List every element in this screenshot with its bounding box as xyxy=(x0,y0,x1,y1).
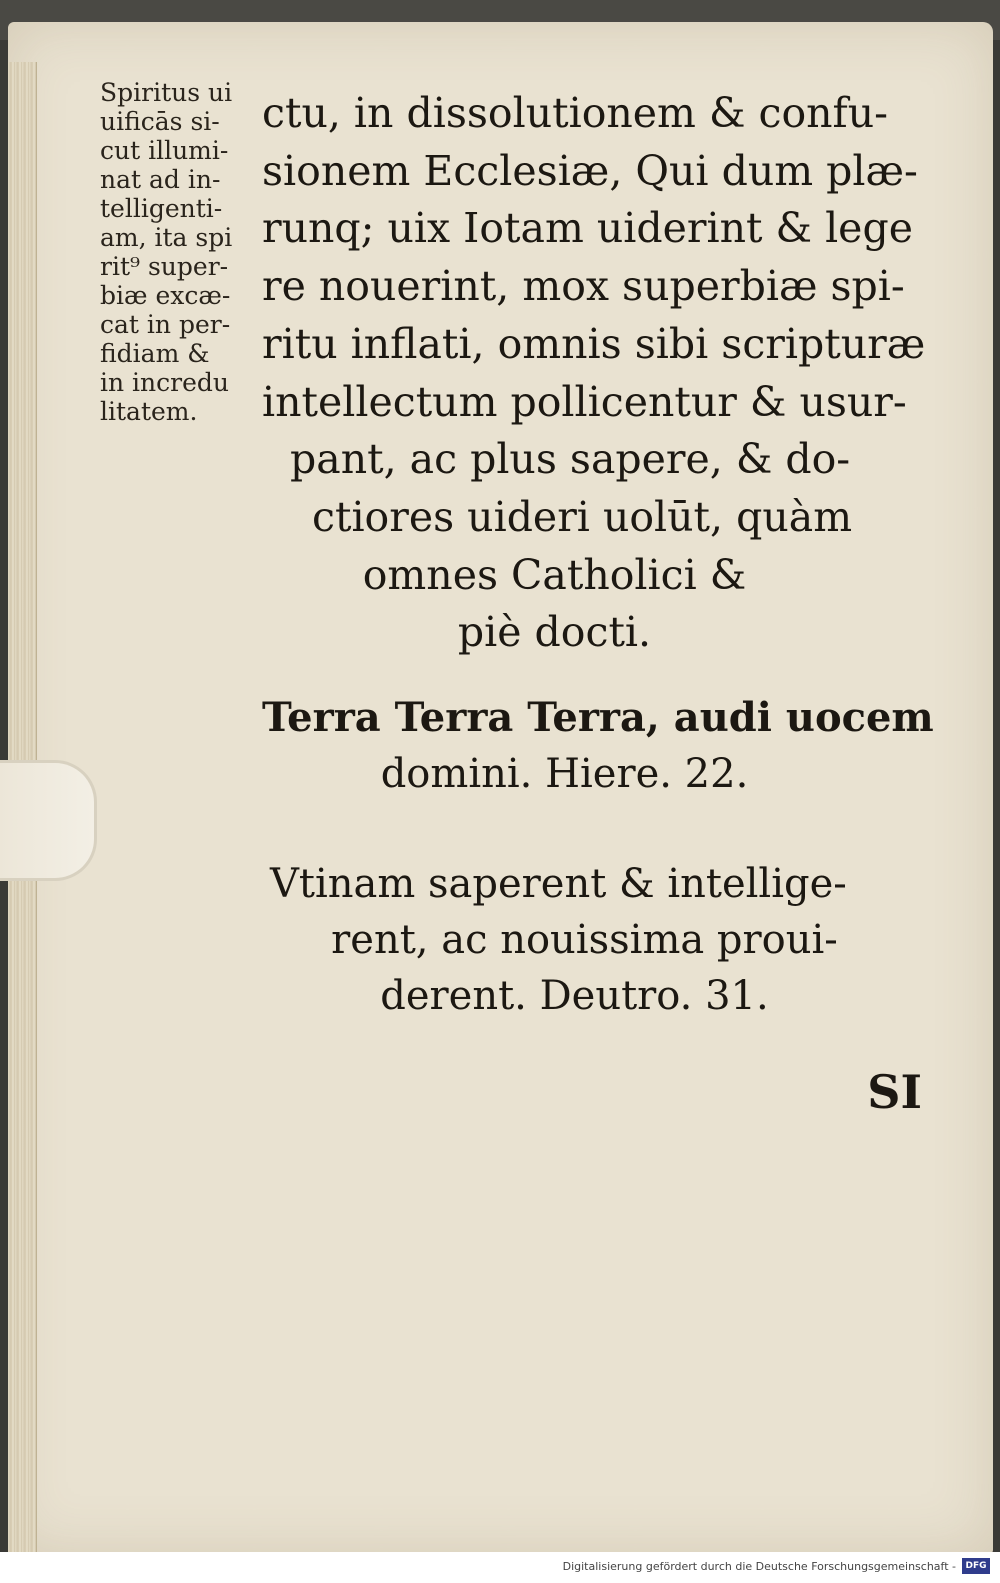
text-line: pant, ac plus sapere, & do- xyxy=(290,435,851,484)
margin-note: Spiritus ui uificās si- cut illumi- nat ad in- telligenti- am, ita spi rit⁹ super- biæ excæ- cat in per- fidiam & in incredu litatem. xyxy=(100,78,233,426)
page-tab-marker xyxy=(0,760,97,881)
text-line: runq; uix Iotam uiderint & lege xyxy=(262,204,913,253)
text-line: piè docti. xyxy=(457,608,652,657)
quote-line: Vtinam saperent & intellige- xyxy=(270,861,847,907)
catchword: SI xyxy=(867,1065,922,1119)
text-line: ctu, in dissolutionem & confu- xyxy=(262,89,888,137)
scripture-quote-deuteronomy xyxy=(262,856,927,1024)
text-line: re nouerint, mox superbiæ spi- xyxy=(262,262,905,311)
quote-line: derent. Deutro. 31. xyxy=(380,973,769,1019)
text-line: omnes Catholici & xyxy=(362,550,747,599)
text-line: ritu inflati, omnis sibi scripturæ xyxy=(262,319,926,368)
quote-line: Terra Terra Terra, audi uocem xyxy=(262,694,934,741)
quote-line: domini. Hiere. 22. xyxy=(380,751,749,797)
quote-line: rent, ac nouissima proui- xyxy=(331,917,838,963)
dfg-logo: DFG xyxy=(962,1558,990,1574)
text-line: sionem Ecclesiæ, Qui dum plæ- xyxy=(262,146,918,195)
footer-bar xyxy=(0,1552,1000,1583)
main-text-block xyxy=(262,85,927,662)
footer-credit: Digitalisierung gefördert durch die Deutsche Forschungsgemeinschaft - xyxy=(562,1560,956,1573)
scripture-quote-jeremiah xyxy=(262,690,934,802)
text-line: intellectum pollicentur & usur- xyxy=(262,377,907,426)
text-line: ctiores uideri uolūt, quàm xyxy=(312,492,853,541)
